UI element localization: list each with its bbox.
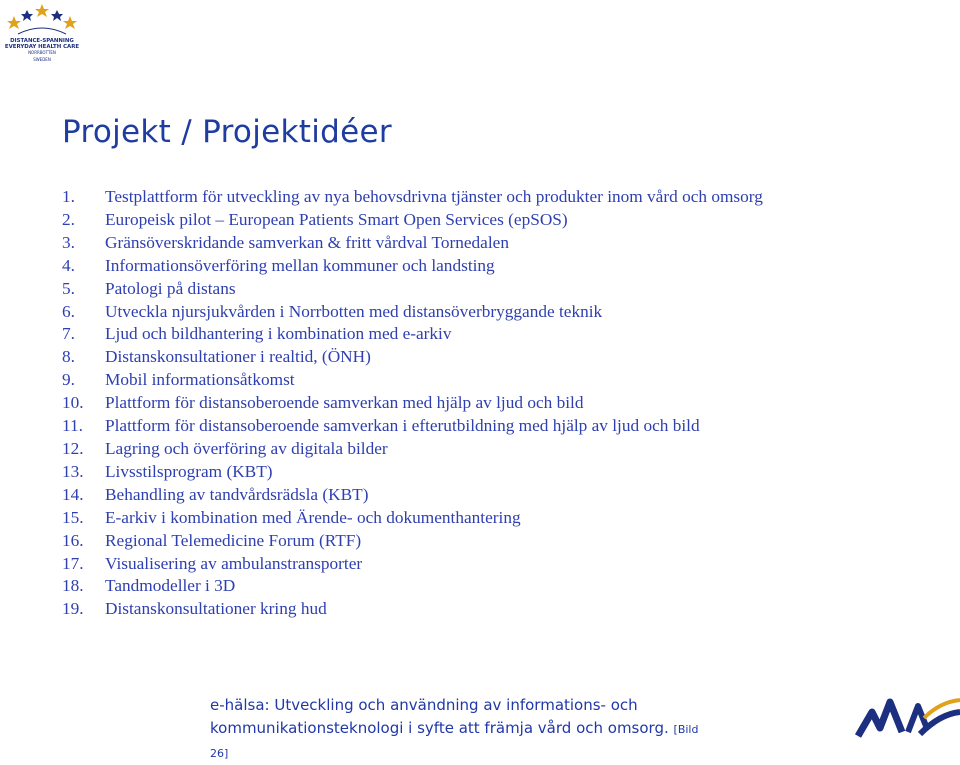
list-item-text: Distanskonsultationer kring hud — [105, 599, 327, 619]
list-item-number: 11. — [62, 416, 83, 436]
list-item-number: 12. — [62, 438, 84, 458]
list-item-number: 19. — [62, 599, 84, 619]
list-item — [62, 209, 763, 232]
list-item — [62, 461, 763, 484]
list-item-text: Livsstilsprogram (KBT) — [105, 461, 273, 481]
slide-title: Projekt / Projektidéer — [62, 114, 392, 150]
logo-line-1: DISTANCE-SPANNING — [10, 38, 74, 44]
slide-number: [Bild 26] — [210, 723, 699, 760]
list-item-number: 15. — [62, 507, 84, 527]
list-item-number: 1. — [62, 187, 75, 206]
list-item-text: Tandmodeller i 3D — [105, 576, 236, 596]
list-item-number: 17. — [62, 553, 84, 573]
list-item-text: Gränsöverskridande samverkan & fritt vårdval Tornedalen — [105, 232, 509, 252]
list-item-number: 4. — [62, 255, 75, 275]
list-item-text: Visualisering av ambulanstransporter — [105, 553, 363, 573]
list-item — [62, 530, 763, 553]
list-item-text: Informationsöverföring mellan kommuner och landsting — [105, 255, 495, 275]
list-item — [62, 553, 763, 576]
list-item — [62, 598, 763, 621]
list-item-text: Distanskonsultationer i realtid, (ÖNH) — [105, 347, 371, 367]
list-item — [62, 415, 763, 438]
list-item-text: Patologi på distans — [105, 278, 236, 298]
list-item-number: 16. — [62, 530, 84, 550]
list-item-text: Europeisk pilot – European Patients Smart Open Services (epSOS) — [105, 209, 568, 229]
corner-logo — [850, 692, 960, 742]
list-item — [62, 507, 763, 530]
list-item-number: 18. — [62, 576, 84, 596]
list-item-number: 9. — [62, 370, 75, 390]
list-item-text: Testplattform för utveckling av nya behovsdrivna tjänster och produkter inom vård och omsorg — [105, 187, 763, 206]
list-item-number: 8. — [62, 347, 75, 367]
list-item-text: Mobil informationsåtkomst — [105, 370, 295, 390]
list-item — [62, 323, 763, 346]
project-logo — [4, 2, 80, 74]
list-item — [62, 278, 763, 301]
footer-line-1: e-hälsa: Utveckling och användning av informations- och — [210, 696, 638, 714]
list-item-number: 6. — [62, 301, 75, 321]
list-item — [62, 484, 763, 507]
project-list — [62, 186, 763, 621]
list-item — [62, 255, 763, 278]
list-item — [62, 301, 763, 324]
list-item-number: 14. — [62, 484, 84, 504]
list-item — [62, 575, 763, 598]
footer — [210, 694, 710, 765]
list-item-text: Regional Telemedicine Forum (RTF) — [105, 530, 362, 550]
list-item-text: Plattform för distansoberoende samverkan i efterutbildning med hjälp av ljud och bild — [105, 416, 700, 436]
logo-line-2: EVERYDAY HEALTH CARE — [4, 44, 80, 51]
logo-line-4: SWEDEN — [33, 56, 51, 62]
list-item-number: 10. — [62, 393, 84, 413]
list-item-number: 2. — [62, 209, 75, 229]
footer-line-2: kommunikationsteknologi i syfte att främja vård och omsorg. — [210, 719, 669, 737]
list-item-number: 5. — [62, 278, 75, 298]
list-item-text: Behandling av tandvårdsrädsla (KBT) — [105, 484, 369, 504]
list-item-number: 3. — [62, 232, 75, 252]
list-item — [62, 346, 763, 369]
list-item-text: Utveckla njursjukvården i Norrbotten med distansöverbryggande teknik — [105, 301, 603, 321]
list-item — [62, 438, 763, 461]
logo-line-3: NORRBOTTEN — [28, 50, 56, 56]
list-item — [62, 186, 763, 209]
list-item — [62, 369, 763, 392]
list-item — [62, 392, 763, 415]
list-item — [62, 232, 763, 255]
list-item-number: 7. — [62, 324, 75, 344]
list-item-text: Lagring och överföring av digitala bilder — [105, 438, 388, 458]
list-item-text: Plattform för distansoberoende samverkan med hjälp av ljud och bild — [105, 393, 584, 413]
list-item-text: Ljud och bildhantering i kombination med e-arkiv — [105, 324, 452, 344]
list-item-number: 13. — [62, 461, 84, 481]
list-item-text: E-arkiv i kombination med Ärende- och dokumenthantering — [105, 507, 521, 527]
